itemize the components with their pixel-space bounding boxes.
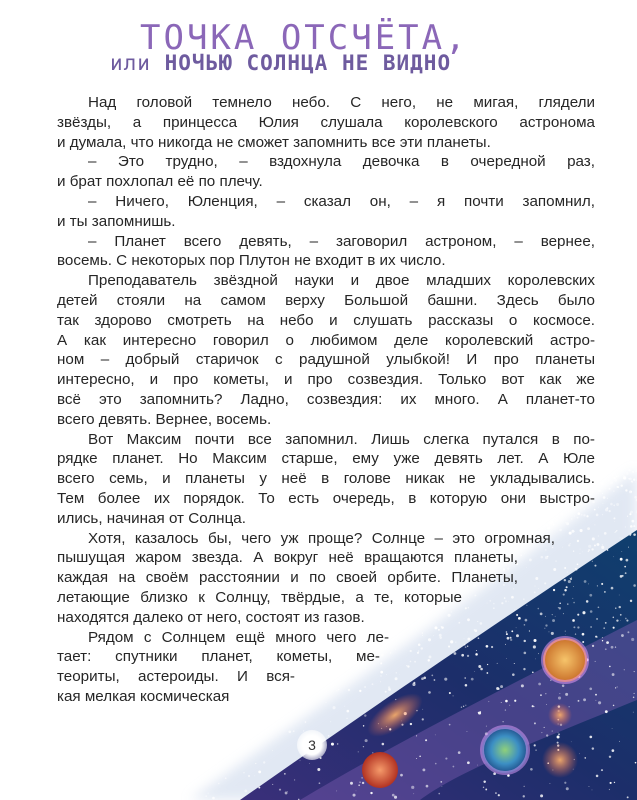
star <box>626 559 629 562</box>
star <box>613 705 615 707</box>
star <box>609 510 611 512</box>
star <box>350 782 353 785</box>
star <box>605 622 607 624</box>
star <box>435 734 436 735</box>
text-line: пышущая жаром звезда. А вокруг неё вращаются планеты, <box>57 549 518 567</box>
star <box>603 627 604 628</box>
star <box>627 516 628 517</box>
star <box>359 782 360 783</box>
text-line: ились, начиная от Солнца. <box>57 509 246 527</box>
star <box>279 789 281 791</box>
star <box>612 749 615 752</box>
star <box>617 686 618 687</box>
star <box>592 747 594 749</box>
star <box>631 638 634 641</box>
star <box>619 606 621 608</box>
star <box>620 558 623 561</box>
star <box>478 712 479 713</box>
star <box>595 700 596 701</box>
star <box>503 721 504 722</box>
text-line: Вот Максим почти все запомнил. Лишь слегка путался в по- <box>88 430 595 448</box>
star <box>618 475 620 477</box>
star <box>616 476 618 478</box>
star <box>552 731 553 732</box>
body-text <box>57 93 595 707</box>
star <box>622 474 623 475</box>
star <box>365 739 368 742</box>
star <box>206 795 207 796</box>
star <box>620 620 621 621</box>
star <box>603 503 604 504</box>
star <box>620 575 623 578</box>
text-line: – Это трудно, – вздохнула девочка в очередной раз, <box>88 153 595 171</box>
star <box>541 732 542 733</box>
star <box>394 796 397 799</box>
star <box>212 797 215 800</box>
star <box>435 763 437 765</box>
star <box>309 763 310 764</box>
star <box>535 750 536 751</box>
star <box>610 503 613 506</box>
text-line: и думала, что никогда не сможет запомнить все эти планеты. <box>57 133 491 151</box>
star <box>601 546 604 549</box>
text-line: детей стояли на самом верху Большой башни. Здесь было <box>57 291 595 309</box>
text-line: всего семь, и планеты у неё в голове никак не укладывались. <box>57 470 595 488</box>
star <box>422 718 424 720</box>
planet-earth <box>482 727 528 773</box>
text-line: теориты, астероиды. И вся- <box>57 668 295 686</box>
star <box>609 756 611 758</box>
star <box>422 709 423 710</box>
star <box>633 525 635 527</box>
star <box>598 507 599 508</box>
star <box>413 793 414 794</box>
star <box>619 595 620 596</box>
star <box>505 709 506 710</box>
star <box>337 743 338 744</box>
star <box>422 768 425 771</box>
star <box>630 533 632 535</box>
star <box>597 585 598 586</box>
star <box>604 532 607 535</box>
text-line: всего девять. Вернее, восемь. <box>57 410 272 428</box>
star <box>630 600 632 602</box>
star <box>606 507 608 509</box>
star <box>632 530 633 531</box>
star <box>353 794 356 797</box>
star <box>605 488 606 489</box>
star <box>606 641 609 644</box>
star <box>625 572 627 574</box>
star <box>498 794 500 796</box>
star <box>615 646 616 647</box>
text-line: рядке планет. Но Максим старше, ему уже девять лет. А Юле <box>57 450 595 468</box>
star <box>272 750 273 751</box>
planet-small-glow <box>542 742 578 778</box>
star <box>382 743 385 746</box>
star <box>467 731 468 732</box>
star <box>426 785 429 788</box>
star <box>627 796 629 798</box>
star <box>601 482 604 485</box>
star <box>564 782 566 784</box>
text-line: всё это запомнить? Ладно, созвездия: их много. А планет-то <box>57 390 595 408</box>
star <box>285 792 288 795</box>
star <box>598 493 599 494</box>
star <box>604 591 606 593</box>
star <box>631 491 632 492</box>
star <box>363 725 364 726</box>
star <box>550 783 551 784</box>
star <box>445 758 447 760</box>
star <box>609 488 611 490</box>
star <box>616 486 618 488</box>
text-line: каждая на своём расстоянии и по своей орбите. Планеты, <box>57 569 518 587</box>
text-line: – Планет всего девять, – заговорил астроном, – вернее, <box>88 232 595 250</box>
star <box>595 486 596 487</box>
star <box>400 774 403 777</box>
star <box>558 733 560 735</box>
star <box>613 617 615 619</box>
star <box>634 496 637 499</box>
star <box>258 787 260 789</box>
star <box>579 753 580 754</box>
star <box>486 726 487 727</box>
star <box>372 752 373 753</box>
star <box>621 634 624 637</box>
chapter-title: ТОЧКА ОТСЧЁТА, <box>140 18 469 58</box>
star <box>613 475 614 476</box>
star <box>540 794 543 797</box>
star <box>485 789 487 791</box>
star <box>602 493 603 494</box>
star <box>335 730 336 731</box>
chapter-subtitle <box>110 50 452 76</box>
star <box>225 777 227 779</box>
star <box>208 793 209 794</box>
star <box>243 772 244 773</box>
star <box>607 549 609 551</box>
star <box>362 782 364 784</box>
star <box>363 746 364 747</box>
text-line: интересно, и про кометы, и про созвездия. Только вот как же <box>57 371 595 389</box>
star <box>607 498 608 499</box>
text-line: Хотя, казалось бы, чего уж проще? Солнце – это огромная, <box>88 529 555 547</box>
star <box>609 666 611 668</box>
star <box>613 505 615 507</box>
text-line: – Ничего, Юленция, – сказал он, – я почти запомнил, <box>88 192 595 210</box>
text-line: Преподаватель звёздной науки и двое младших королевских <box>88 272 595 290</box>
star <box>255 763 256 764</box>
star <box>605 710 608 713</box>
subtitle-prefix: или <box>110 51 151 75</box>
star <box>621 551 622 552</box>
star <box>633 712 634 713</box>
text-line: тает: спутники планет, кометы, ме- <box>57 648 380 666</box>
star <box>272 784 273 785</box>
star <box>628 469 630 471</box>
star <box>625 618 627 620</box>
text-line: восемь. С некоторых пор Плутон не входит в их число. <box>57 252 446 270</box>
star <box>609 789 610 790</box>
star <box>534 722 536 724</box>
star <box>616 530 617 531</box>
star <box>612 728 613 729</box>
star <box>370 792 372 794</box>
star <box>263 761 265 763</box>
star <box>452 766 454 768</box>
star <box>614 532 615 533</box>
star <box>416 735 417 736</box>
star <box>610 782 612 784</box>
star <box>603 496 606 499</box>
star <box>610 481 613 484</box>
star <box>495 792 497 794</box>
text-line: находятся далеко от него, состоят из газов. <box>57 608 365 626</box>
star <box>601 583 603 585</box>
star <box>530 768 533 771</box>
star <box>358 784 360 786</box>
star <box>623 476 626 479</box>
text-line: Над головой темнело небо. С него, не мигая, глядели <box>88 94 595 111</box>
star <box>467 761 470 764</box>
star <box>596 514 599 517</box>
star <box>627 631 629 633</box>
star <box>601 769 603 771</box>
star <box>294 779 295 780</box>
star <box>346 718 347 719</box>
text-line: летающие близко к Солнцу, твёрдые, а те, которые <box>57 588 462 606</box>
star <box>596 636 597 637</box>
star <box>598 701 601 704</box>
star <box>300 760 301 761</box>
star <box>392 794 395 797</box>
star <box>258 770 261 773</box>
star <box>558 732 559 733</box>
star <box>571 741 572 742</box>
star <box>602 637 603 638</box>
star <box>627 472 628 473</box>
star <box>305 721 307 723</box>
star <box>458 751 461 754</box>
star <box>605 648 607 650</box>
planet-red <box>362 752 398 788</box>
star <box>419 755 421 757</box>
star <box>615 687 616 688</box>
star <box>284 773 286 775</box>
star <box>347 710 350 713</box>
star <box>544 727 545 728</box>
star <box>358 751 359 752</box>
star <box>628 547 629 548</box>
star <box>631 481 632 482</box>
star <box>534 744 536 746</box>
star <box>254 775 255 776</box>
star <box>620 537 621 538</box>
star <box>616 619 618 621</box>
star <box>336 790 337 791</box>
star <box>218 783 219 784</box>
star <box>483 787 484 788</box>
star <box>632 471 634 473</box>
star <box>287 791 288 792</box>
star <box>410 723 412 725</box>
star <box>598 535 599 536</box>
star <box>625 527 626 528</box>
star <box>635 762 637 764</box>
star <box>630 525 633 528</box>
star <box>584 757 586 759</box>
star <box>546 734 548 736</box>
star <box>566 787 569 790</box>
star <box>614 479 617 482</box>
star <box>588 786 589 787</box>
star <box>317 768 320 771</box>
star <box>596 543 599 546</box>
page-number: 3 <box>297 730 327 760</box>
star <box>612 673 615 676</box>
star <box>633 584 636 587</box>
star <box>592 790 593 791</box>
star <box>596 618 597 619</box>
star <box>356 790 357 791</box>
star <box>615 607 616 608</box>
star <box>449 724 451 726</box>
star <box>602 544 603 545</box>
star <box>602 640 603 641</box>
star <box>612 474 614 476</box>
star <box>438 793 440 795</box>
star <box>613 556 614 557</box>
star <box>425 739 427 741</box>
star <box>595 694 597 696</box>
star <box>633 478 635 480</box>
star <box>633 533 636 536</box>
star <box>620 614 622 616</box>
star <box>633 697 635 699</box>
star <box>619 741 620 742</box>
star <box>361 777 363 779</box>
star <box>319 782 321 784</box>
star <box>523 795 525 797</box>
text-line: звёзды, а принцесса Юлия слушала королевского астронома <box>57 113 595 131</box>
star <box>364 711 365 712</box>
star <box>630 512 631 513</box>
star <box>440 781 442 783</box>
star <box>631 520 634 523</box>
star <box>626 620 628 622</box>
star <box>622 472 623 473</box>
star <box>614 782 615 783</box>
text-line: кая мелкая космическая <box>57 687 230 705</box>
star <box>613 491 614 492</box>
star <box>331 743 334 746</box>
star <box>328 735 330 737</box>
star <box>477 765 478 766</box>
star <box>364 714 366 716</box>
star <box>615 531 616 532</box>
star <box>634 671 635 672</box>
star <box>416 758 417 759</box>
star <box>293 730 295 732</box>
star <box>611 587 614 590</box>
star <box>621 538 622 539</box>
star <box>613 477 615 479</box>
star <box>288 730 291 733</box>
text-line: так здорово смотреть на небо и слушать рассказы о космосе. <box>57 311 595 329</box>
star <box>602 514 603 515</box>
text-line: и брат похлопал её по плечу. <box>57 173 263 191</box>
star <box>248 775 250 777</box>
star <box>483 780 485 782</box>
star <box>589 736 592 739</box>
star <box>621 485 623 487</box>
text-line: и ты запомнишь. <box>57 212 176 230</box>
star <box>624 566 626 568</box>
text-line: Тем более их порядок. То есть очередь, в которую они выстро- <box>57 489 595 507</box>
star <box>634 693 635 694</box>
star <box>330 721 331 722</box>
subtitle-main: НОЧЬЮ СОЛНЦА НЕ ВИДНО <box>164 51 452 75</box>
star <box>411 786 414 789</box>
star <box>616 503 619 506</box>
star <box>596 775 599 778</box>
star <box>442 786 443 787</box>
star <box>598 606 600 608</box>
star <box>611 646 614 649</box>
star <box>613 517 615 519</box>
star <box>624 669 625 670</box>
star <box>629 513 631 515</box>
star <box>524 786 525 787</box>
star <box>614 521 615 522</box>
star <box>244 790 247 793</box>
star <box>613 627 615 629</box>
star <box>598 490 601 493</box>
text-line: А как интересно говорил о любимом деле королевский астро- <box>57 331 595 349</box>
text-line: Рядом с Солнцем ещё много чего ле- <box>88 628 389 646</box>
text-line: ном – добрый старичок с радушной улыбкой! И про планеты <box>57 351 595 369</box>
star <box>628 478 629 479</box>
star <box>557 735 560 738</box>
star <box>625 489 627 491</box>
